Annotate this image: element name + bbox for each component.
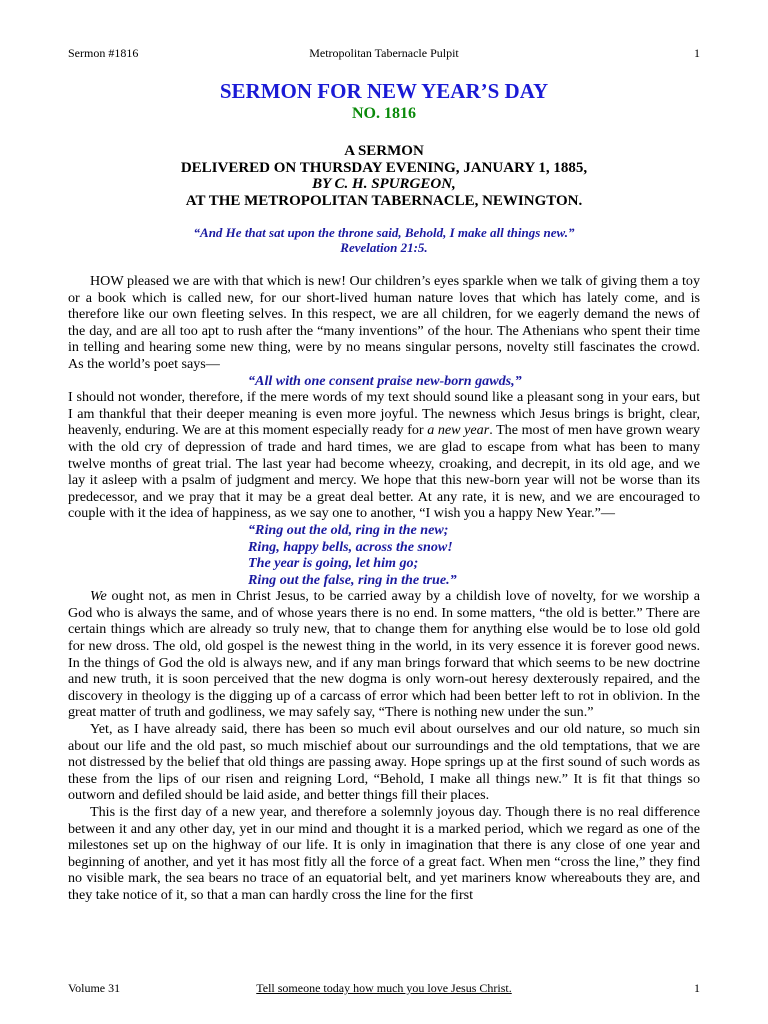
sermon-title: SERMON FOR NEW YEAR’S DAY xyxy=(219,79,549,103)
paragraph-3 xyxy=(68,588,700,721)
epigraph xyxy=(68,225,700,255)
byline-location: AT THE METROPOLITAN TABERNACLE, NEWINGTON. xyxy=(185,192,583,209)
header-sermon-number: Sermon #1816 xyxy=(68,46,139,60)
paragraph-2 xyxy=(68,389,700,522)
running-header xyxy=(68,46,700,60)
sermon-body xyxy=(68,273,700,904)
epigraph-text: “And He that sat upon the throne said, Behold, I make all things new.” xyxy=(193,225,575,240)
paragraph-2-emphasis: a new year xyxy=(427,422,490,439)
paragraph-4: Yet, as I have already said, there has been so much evil about ourselves and our old nature, so much sin about our life and the old past, so much mischief about our surroundings and the old temptations, that we are not distressed by the belief that old things are passing away. Hope springs up at the first sound of such words as these from the lips of our risen and reigning Lord, “Behold, I make all things new.” It is fit that things so outworn and defiled should be laid aside, and better things fill their places. xyxy=(68,721,700,804)
header-publication: Metropolitan Tabernacle Pulpit xyxy=(309,46,459,60)
paragraph-1: HOW pleased we are with that which is new! Our children’s eyes sparkle when we talk of giving them a toy or a book which is called new, for our short-lived human nature loves that which has lately come, and is therefore like our own fleeting selves. In this respect, we are all children, for we eagerly demand the news of the day, and are all too apt to rush after the “many inventions” of the hour. The Athenians who spent their time in telling and hearing some new thing, were by no means singular persons, novelty still fascinates the crowd. As the world’s poet says— xyxy=(68,273,700,372)
inline-quote: “All with one consent praise new-born gawds,” xyxy=(248,372,522,389)
poem-line: Ring out the false, ring in the true.” xyxy=(248,571,457,588)
paragraph-5: This is the first day of a new year, and therefore a solemnly joyous day. Though there is no real difference between it and any other day, yet in our mind and thought it is a marked period, which we regard as one of the milestones set up on the highway of our life. It is only in imagination that there is any close of one year and beginning of another, and yet it has most fitly all the force of a great fact. When men “cross the line,” they find no visible mark, the sea bears no trace of an equatorial belt, and yet mariners know whereabouts they are, and they take notice of it, so that a man can hardly cross the line for the first xyxy=(68,804,700,903)
poem-line: The year is going, let him go; xyxy=(248,555,419,572)
poem-line: Ring, happy bells, across the snow! xyxy=(248,538,453,555)
footer-volume: Volume 31 xyxy=(68,981,121,995)
poem-line: “Ring out the old, ring in the new; xyxy=(248,521,449,538)
paragraph-2-part-a: I should not wonder, therefore, if the mere words of my text should sound like a pleasant song in your ears, but I am thankful that their deeper meaning is even more joyful. The newness which Jesus brings is bright, clear, heavenly, enduring. We are at this moment especially ready for xyxy=(68,389,700,439)
sermon-number: NO. 1816 xyxy=(352,105,416,122)
byline-line2: DELIVERED ON THURSDAY EVENING, JANUARY 1, 1885, xyxy=(180,159,588,176)
byline-line1: A SERMON xyxy=(344,143,424,159)
paragraph-3-text: ought not, as men in Christ Jesus, to be carried away by a childish love of novelty, for we worship a God who is always the same, and of whose years there is no end. In some matters, “the old is better.” There are certain things which are already so truly new, that to change them for anything else would be to lose old gold for new dross. The old, old gospel is the newest thing in the world, in its very essence it is forever good news. In the things of God the old is always new, and if any man brings forward that which seems to be new doctrine and new truth, it is soon perceived that the new dogma is only worn-out heresy dexterously repaired, and the discovery in theology is the digging up of a carcass of error which had been better left to rot in oblivion. In the great matter of truth and godliness, we may safely say, “There is nothing new under the sun.” xyxy=(68,588,700,721)
paragraph-2-part-b: . The most of men have grown weary with the old cry of depression of trade and hard times, we are glad to escape from what has been to many twelve months of great trial. The last year had become wheezy, croaking, and decrepit, in its old age, and we lay it asleep with a psalm of judgment and mercy. We hope that this new-born year will not be worse than its predecessor, and we pray that it may be a great deal better. At any rate, it is new, and we are encouraged to couple with it the idea of happiness, as we say one to another, “I wish you a happy New Year.”— xyxy=(68,422,700,522)
footer-tagline: Tell someone today how much you love Jesus Christ. xyxy=(256,981,512,995)
sermon-byline xyxy=(68,143,700,209)
paragraph-3-emphasis: We xyxy=(90,588,107,605)
byline-author: BY C. H. SPURGEON, xyxy=(312,176,456,192)
poem-quote xyxy=(68,522,700,588)
document-page xyxy=(68,46,700,904)
footer-page-number: 1 xyxy=(694,981,700,995)
header-page-number: 1 xyxy=(694,46,700,60)
epigraph-reference: Revelation 21:5. xyxy=(340,240,428,255)
